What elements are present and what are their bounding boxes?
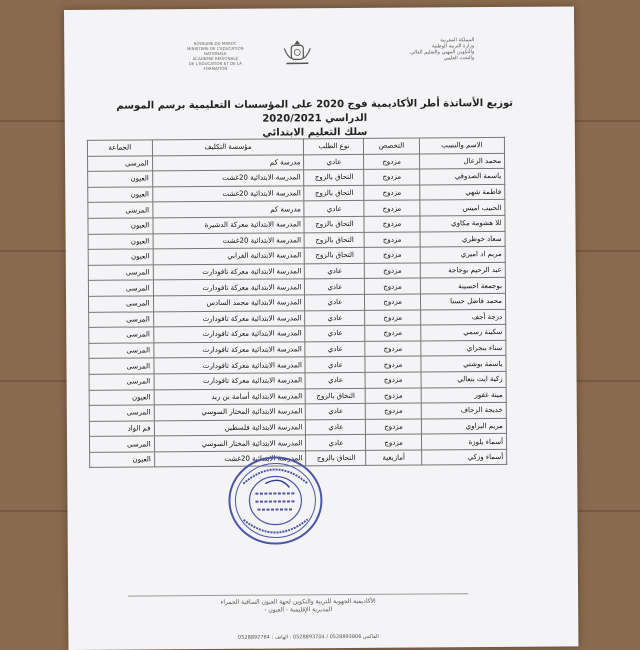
cell-request-type: التحاق بالزوج — [304, 185, 364, 201]
cell-request-type: التحاق بالزوج — [304, 170, 364, 186]
cell-request-type: عادي — [304, 154, 364, 170]
cell-commune: العيون — [88, 233, 153, 249]
cell-institution: المدرسة الابتدائية معركة تافودارت — [154, 357, 306, 374]
cell-institution: مدرسة كم — [152, 154, 304, 171]
cell-commune: العيون — [89, 389, 154, 405]
cell-specialty: مزدوج — [365, 247, 420, 263]
footer-line: الأكاديمية الجهوية للتربية والتكوين لجهة العيون الساقية الحمراء — [220, 597, 376, 606]
cell-institution: المدرسة الابتدائية محمد السادس — [153, 295, 305, 312]
header-specialty: التخصص — [364, 138, 419, 154]
header-arabic — [382, 37, 474, 62]
cell-specialty: مزدوج — [365, 310, 420, 326]
cell-request-type: عادي — [306, 435, 366, 451]
assignment-table — [87, 137, 507, 468]
cell-request-type: عادي — [305, 263, 365, 279]
cell-name: مينة غفور — [421, 387, 506, 403]
cell-specialty: مزدوج — [364, 169, 419, 185]
cell-commune: العيون — [88, 218, 153, 234]
header-name: الاسم والنسب — [419, 137, 504, 153]
header-request-type: نوع الطلب — [304, 138, 364, 154]
cell-commune: فم الواد — [89, 421, 154, 437]
cell-request-type: عادي — [305, 341, 365, 357]
cell-name: محمد الزعال — [419, 153, 504, 169]
cell-institution: المدرسة الابتدائية 20غشت — [153, 232, 305, 249]
cell-specialty: أمازيغية — [366, 450, 421, 466]
cell-institution: مدرسة كم — [152, 201, 304, 218]
cell-institution: المدرسة الابتدائية المختار السوسي — [154, 435, 306, 452]
cell-request-type: عادي — [304, 201, 364, 217]
cell-specialty: مزدوج — [365, 372, 420, 388]
cell-institution: المدرسة الابتدائية المختار السوسي — [154, 404, 306, 421]
kingdom-emblem-icon — [280, 38, 314, 68]
header-french — [176, 41, 254, 72]
document-title — [95, 97, 535, 142]
cell-commune: المرسى — [88, 202, 153, 218]
header-ar-line: والبحث العلمي — [443, 55, 475, 62]
cell-name: سعاد خوطري — [420, 231, 505, 247]
cell-request-type: عادي — [305, 279, 365, 295]
cell-request-type: التحاق بالزوج — [306, 450, 366, 466]
cell-institution: المدرسة الابتدائية 20غشت — [154, 451, 306, 468]
cell-request-type: عادي — [306, 403, 366, 419]
cell-specialty: مزدوج — [366, 434, 421, 450]
header-commune: الجماعة — [87, 140, 152, 156]
cell-specialty: مزدوج — [365, 325, 420, 341]
cell-request-type: التحاق بالزوج — [305, 248, 365, 264]
cell-commune: المرسى — [89, 327, 154, 343]
cell-specialty: مزدوج — [364, 200, 419, 216]
cell-name: الحبيب اميس — [420, 200, 505, 216]
header-institution: مؤسسة التكليف — [152, 139, 304, 156]
cell-institution: المدرسة الابتدائية معركة الدشيرة — [153, 217, 305, 234]
cell-commune: العيون — [90, 452, 155, 468]
cell-name: زكية ايت بنعالي — [421, 371, 506, 387]
cell-commune: المرسى — [89, 311, 154, 327]
cell-commune: المرسى — [89, 405, 154, 421]
cell-specialty: مزدوج — [366, 388, 421, 404]
cell-institution: المدرسة الابتدائية معركة تافودارت — [153, 279, 305, 296]
cell-request-type: التحاق بالزوج — [306, 388, 366, 404]
cell-name: خديجة الزحاف — [421, 403, 506, 419]
cell-name: فاطمة شهي — [419, 184, 504, 200]
cell-name: محمد فاضل حسنا — [420, 293, 505, 309]
cell-institution: المدرسة الابتدائية معركة تافودارت — [153, 310, 305, 327]
cell-institution: المدرسة الابتدائية 20غشت — [152, 186, 304, 203]
cell-commune: العيون — [88, 187, 153, 203]
cell-institution: المدرسة الابتدائية معركة تافودارت — [153, 264, 305, 281]
cell-name: أسماء وزكي — [421, 449, 506, 465]
cell-request-type: عادي — [305, 294, 365, 310]
cell-commune: العيون — [88, 249, 153, 265]
cell-specialty: مزدوج — [365, 356, 420, 372]
cell-institution: المدرسة الابتدائية أسامة بن زيد — [154, 388, 306, 405]
cell-commune: المرسى — [89, 374, 154, 390]
cell-institution: المدرسة الابتدائية معركة تافودارت — [153, 342, 305, 359]
cell-institution: المدرسة الابتدائية معركة تافودارت — [153, 326, 305, 343]
cell-name: مريم اد اميري — [420, 247, 505, 263]
official-stamp-icon — [225, 453, 326, 549]
title-subline: سلك التعليم الابتدائي — [262, 126, 368, 139]
cell-commune: المرسى — [88, 280, 153, 296]
cell-name: ياسمة الصدوقي — [419, 169, 504, 185]
cell-specialty: مزدوج — [364, 216, 419, 232]
cell-request-type: التحاق بالزوج — [304, 216, 364, 232]
cell-specialty: مزدوج — [365, 263, 420, 279]
cell-institution: المدرسة الابتدائية فلسطين — [154, 420, 306, 437]
cell-request-type: عادي — [305, 310, 365, 326]
cell-specialty: مزدوج — [365, 278, 420, 294]
cell-name: ياسمة بوشتي — [421, 356, 506, 372]
cell-specialty: مزدوج — [366, 403, 421, 419]
cell-specialty: مزدوج — [364, 154, 419, 170]
cell-commune: المرسى — [88, 155, 153, 171]
footer-contact: 0528892764 : الفاكس 0528893806 / 0528893704 : الهاتف — [238, 633, 379, 641]
cell-name: أسماء بلوزة — [421, 434, 506, 450]
cell-name: سناء بنجراي — [421, 340, 506, 356]
footer-divider — [128, 593, 468, 596]
cell-name: عبد الرحيم بوجاجة — [420, 262, 505, 278]
cell-name: للا هشومة مكاوي — [420, 215, 505, 231]
cell-request-type: التحاق بالزوج — [305, 232, 365, 248]
cell-commune: المرسى — [89, 358, 154, 374]
cell-specialty: مزدوج — [365, 341, 420, 357]
cell-commune: العيون — [88, 171, 153, 187]
cell-commune: المرسى — [88, 296, 153, 312]
header-ar-line: والتكوين المهني والتعليم العالي — [410, 49, 475, 56]
cell-specialty: مزدوج — [364, 232, 419, 248]
cell-commune: المرسى — [88, 265, 153, 281]
cell-name: سكينة رسمي — [420, 325, 505, 341]
header-fr-line: ACADEMIE REGIONALE — [192, 55, 239, 62]
cell-request-type: عادي — [305, 326, 365, 342]
cell-specialty: مزدوج — [366, 419, 421, 435]
cell-commune: المرسى — [89, 343, 154, 359]
cell-name: درجة أجف — [420, 309, 505, 325]
header-fr-line: ROYAUME DU MAROC — [193, 40, 237, 47]
cell-name: مريم البزاوي — [421, 418, 506, 434]
cell-institution: المدرسة الابتدائية الفرابي — [153, 248, 305, 265]
cell-request-type: عادي — [305, 357, 365, 373]
header-ar-line: المملكة المغربية — [440, 37, 475, 44]
cell-specialty: مزدوج — [364, 185, 419, 201]
document-page — [64, 6, 578, 650]
cell-name: بوجمعة احسينة — [420, 278, 505, 294]
cell-request-type: عادي — [306, 372, 366, 388]
cell-commune: المرسى — [89, 436, 154, 452]
footer-line: المديرية الإقليمية - العيون - — [264, 606, 333, 614]
cell-request-type: عادي — [306, 419, 366, 435]
title-line: توزيع الأساتذة أطر الأكاديمية فوج 2020 على المؤسسات التعليمية برسم الموسم الدراسي 2020/2021 — [116, 97, 514, 125]
footer — [128, 597, 468, 615]
cell-institution: المدرسة الابتدائية معركة تافودارت — [154, 373, 306, 390]
header-ar-line: وزارة التربية الوطنية — [431, 43, 475, 50]
header-fr-line: DE L'EDUCATION ET DE LA FORMATION — [188, 60, 242, 72]
cell-specialty: مزدوج — [365, 294, 420, 310]
header-fr-line: MINISTERE DE L'EDUCATION NATIONALE — [186, 45, 244, 57]
cell-institution: المدرسة الابتدائية 20غشت — [152, 170, 304, 187]
